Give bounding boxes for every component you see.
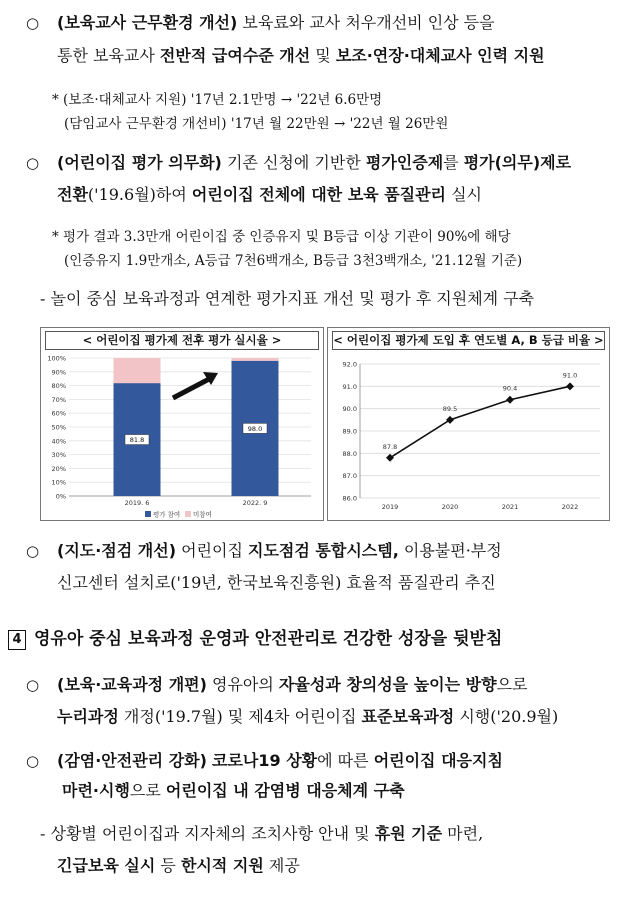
chart-right-title: < 어린이집 평가제 도입 후 연도별 A, B 등급 비율 > [332,331,605,350]
text-run-1: 기존 신청에 기반한 [221,153,366,172]
s1-line2 [57,45,545,67]
bar-not-participated [114,358,161,383]
y-tick-label: 60% [51,409,66,418]
y-tick-label: 70% [51,395,66,404]
bold-run-2: 표준보육과정 [361,707,455,726]
chart-left-panel [40,327,324,521]
x-tick-label: 2022 [561,503,579,511]
s5-dash2 [57,855,300,877]
chart-left-title: < 어린이집 평가제 전후 평가 실시율 > [45,331,319,350]
charts-figure [40,327,608,519]
text-run-1: 보육료와 교사 처우개선비 인상 등을 [237,13,495,32]
y-tick-label: 20% [51,464,66,473]
s2-line2 [57,184,482,206]
bold-run-4: 평가(의무)제로 [463,153,572,172]
x-tick-label: 2019. 6 [124,499,150,507]
s5-line1 [57,750,503,772]
bold-run-0: (어린이집 평가 의무화) [57,153,222,172]
s2-note1: * 평가 결과 3.3만개 어린이집 중 인증유지 및 B등급 이상 기관이 90%에 해당 [52,229,511,245]
bold-run-0: 마련·시행 [62,781,130,800]
text-run-3: 시행('20.9월) [454,707,559,726]
bar-not-participated [232,358,279,361]
data-label: 89.5 [442,404,458,413]
heading-number: 4 [8,630,26,650]
x-tick-label: 2020 [441,503,459,511]
s2-line1 [57,152,571,174]
section-heading [8,624,502,650]
bold-run-1: 전반적 급여수준 개선 [159,46,311,65]
data-label: 91.0 [562,371,578,380]
y-tick-label: 0% [55,492,66,501]
text-run-1: 으로 [129,781,166,800]
s5-dash1 [40,823,483,845]
bold-run-4: 어린이집 대응지침 [373,751,503,770]
y-tick-label: 92.0 [342,360,357,369]
x-tick-label: 2022. 9 [242,499,268,507]
data-label: 90.4 [502,384,518,393]
bullet-circle: ○ [26,154,40,172]
text-run-2: 및 [310,46,336,65]
bold-run-2: 어린이집 전체에 대한 보육 품질관리 [191,185,447,204]
x-tick-label: 2019 [381,503,399,511]
s2-dash: - 놀이 중심 보육과정과 연계한 평가지표 개선 및 평가 후 지원체계 구축 [40,289,535,308]
text-run-2: 마련, [442,824,484,843]
bold-run-1: 휴원 기준 [374,824,443,843]
y-tick-label: 50% [51,423,66,432]
text-run-1: 어린이집 [176,541,249,560]
legend-swatch [185,511,191,517]
data-point [566,382,574,390]
y-tick-label: 30% [51,451,66,460]
y-tick-label: 100% [47,354,66,363]
legend-label: 평가 참여 [153,510,181,519]
text-run-0: - 상황별 어린이집과 지자체의 조치사항 안내 및 [40,824,375,843]
s2-note2: (인증유지 1.9만개소, A등급 7천6백개소, B등급 3천3백개소, '21.12월 기준) [64,253,523,269]
text-run-3: 에 따른 [317,751,374,770]
bold-run-0: (감염·안전관리 강화) [57,751,207,770]
bold-run-2: 한시적 지원 [180,856,264,875]
y-tick-label: 89.0 [342,427,357,436]
text-run-0: 신고센터 설치로('19년, 한국보육진흥원) 효율적 품질관리 추진 [57,573,496,592]
text-run-3: 제공 [263,856,300,875]
text-run-3: 으로 [496,675,528,694]
y-tick-label: 40% [51,437,66,446]
y-tick-label: 91.0 [342,382,357,391]
data-point [386,454,394,462]
y-tick-label: 90.0 [342,405,357,414]
s1-note1: * (보조·대체교사 지원) '17년 2.1만명 → '22년 6.6만명 [52,92,383,108]
bold-run-0: (보육·교육과정 개편) [57,675,207,694]
bold-run-0: 전환 [57,185,88,204]
s1-line1 [57,12,495,34]
bold-run-0: 누리과정 [57,707,119,726]
data-label: 98.0 [247,424,263,433]
text-run-3: 실시 [446,185,483,204]
legend-swatch [145,511,151,517]
x-tick-label: 2021 [501,503,519,511]
bold-run-2: 지도점검 통합시스템, [248,541,399,560]
s4-line2 [57,706,558,728]
data-point [506,396,514,404]
bold-run-2: 자율성과 창의성을 높이는 방향 [278,675,497,694]
chart-right-panel [327,327,610,521]
bold-run-2: 평가인증제 [365,153,444,172]
text-run-1: ('19.6월)하여 [87,185,192,204]
text-run-0: 통한 보육교사 [57,46,160,65]
y-tick-label: 86.0 [342,494,357,503]
increase-arrow-shaft [173,378,211,398]
bullet-circle: ○ [26,14,40,32]
text-run-1: 등 [155,856,181,875]
s4-line1 [57,674,527,696]
bullet-circle: ○ [26,676,40,694]
bold-run-0: 긴급보육 실시 [57,856,156,875]
bold-run-0: (지도·점검 개선) [57,541,177,560]
s1-note2: (담임교사 근무환경 개선비) '17년 월 22만원 → '22년 월 26만원 [64,116,449,132]
y-tick-label: 87.0 [342,472,357,481]
bold-run-3: 보조·연장·대체교사 인력 지원 [335,46,545,65]
bullet-circle: ○ [26,542,40,560]
text-run-1: 영유아의 [206,675,279,694]
heading-text: 영유아 중심 보육과정 운영과 안전관리로 건강한 성장을 뒷받침 [34,629,503,649]
line-chart [328,350,609,520]
bold-run-2: 어린이집 내 감염병 대응체계 구축 [165,781,405,800]
bold-run-2: 코로나19 상황 [212,751,318,770]
bullet-circle: ○ [26,752,40,770]
data-point [446,416,454,424]
s3-line1 [57,540,502,562]
y-tick-label: 90% [51,368,66,377]
series-line [390,386,570,457]
s5-line2 [62,780,405,802]
text-run-3: 이용불편·부정 [398,541,502,560]
legend-label: 미참여 [193,510,212,519]
text-run-1: 개정('19.7월) 및 제4차 어린이집 [118,707,362,726]
s3-line2 [57,572,496,594]
bold-run-0: (보육교사 근무환경 개선) [57,13,238,32]
data-label: 81.8 [129,436,145,445]
text-run-3: 를 [443,153,464,172]
bar-chart [41,350,323,520]
data-label: 87.8 [382,442,398,451]
y-tick-label: 88.0 [342,449,357,458]
y-tick-label: 10% [51,478,66,487]
y-tick-label: 80% [51,382,66,391]
